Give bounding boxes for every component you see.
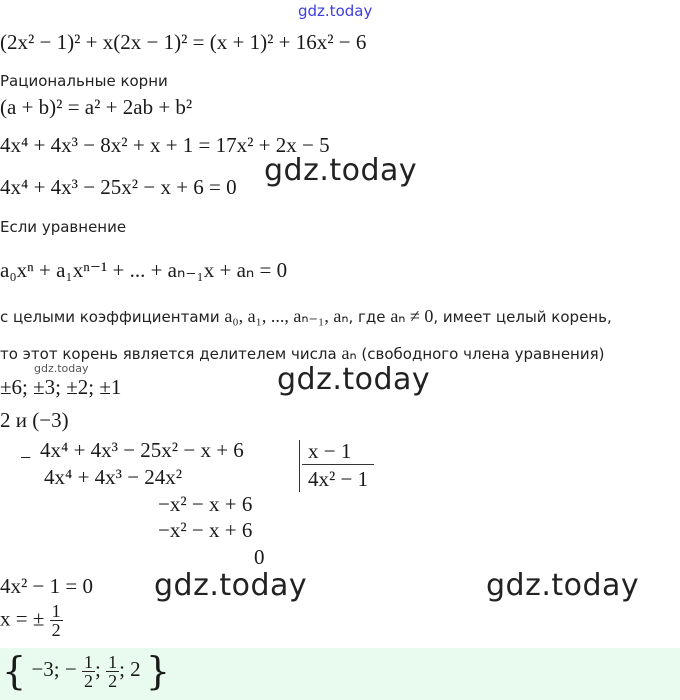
- heading-rational-roots: Рациональные корни: [0, 72, 168, 90]
- equation-general: a₀xⁿ + a₁xⁿ⁻¹ + ... + aₙ₋₁x + aₙ = 0: [0, 258, 288, 282]
- watermark-2: gdz.today: [277, 362, 431, 397]
- answer-v3-num: 1: [108, 651, 118, 672]
- an-symbol: aₙ: [341, 343, 357, 363]
- solution-x: [0, 602, 63, 639]
- answer-v2-den: 2: [83, 670, 93, 691]
- watermark-top: gdz.today: [298, 2, 373, 20]
- answer-v3-fraction: [106, 653, 119, 690]
- division-divisor: x − 1: [308, 439, 352, 463]
- answer-sep-2: ;: [119, 656, 125, 681]
- brace-close: }: [145, 649, 171, 693]
- division-bar-vertical: [299, 440, 300, 492]
- answer-v4: 2: [130, 656, 141, 681]
- division-bar-horizontal: [302, 464, 374, 465]
- text-then-root: то этот корень является делителем числа: [0, 345, 337, 363]
- equation-identity: (a + b)² = a² + 2ab + b²: [0, 95, 193, 119]
- equation-original: (2x² − 1)² + x(2x − 1)² = (x + 1)² + 16x² − 6: [0, 30, 367, 54]
- text-has-integer-root: , имеет целый корень,: [433, 308, 612, 326]
- watermark-3: gdz.today: [154, 568, 308, 603]
- answer-set: [2, 649, 170, 693]
- answer-v2-num: 1: [83, 651, 93, 672]
- division-remainder-2: 0: [254, 545, 265, 569]
- solution-x-prefix: x = ±: [0, 606, 45, 631]
- division-dividend: 4x⁴ + 4x³ − 25x² − x + 6: [40, 438, 244, 462]
- answer-v1: −3;: [31, 656, 60, 681]
- answer-v2-fraction: [82, 653, 95, 690]
- text-if-equation: Если уравнение: [0, 218, 127, 236]
- brace-open: {: [2, 649, 27, 693]
- text-with-integer-coeffs: с целыми коэффициентами: [0, 308, 220, 326]
- division-quotient: 4x² − 1: [308, 467, 369, 491]
- solution-frac-num: 1: [51, 601, 61, 621]
- text-free-term: (свободного члена уравнения): [361, 345, 605, 363]
- division-remainder-1: −x² − x + 6: [158, 492, 253, 516]
- roots-found: 2 и (−3): [0, 408, 69, 432]
- division-subtract-2: −x² − x + 6: [158, 518, 253, 542]
- watermark-small: gdz.today: [34, 362, 89, 375]
- an-neq-zero: aₙ ≠ 0: [390, 306, 434, 326]
- division-minus: −: [20, 447, 32, 469]
- theorem-line-1: [0, 306, 612, 327]
- text-where: , где: [348, 308, 386, 326]
- division-subtract-1: 4x⁴ + 4x³ − 24x²: [44, 465, 183, 489]
- divisors: ±6; ±3; ±2; ±1: [0, 375, 122, 399]
- solution-fraction: [50, 602, 63, 639]
- solution-frac-den: 2: [51, 620, 61, 640]
- equation-simplified: 4x⁴ + 4x³ − 25x² − x + 6 = 0: [0, 175, 237, 199]
- coeff-list: a₀, a₁, ..., aₙ₋₁, aₙ: [224, 306, 349, 326]
- equation-quadratic: 4x² − 1 = 0: [0, 574, 93, 598]
- answer-v3-den: 2: [108, 670, 118, 691]
- answer-v2-sign: −: [64, 656, 77, 681]
- theorem-line-2: [0, 343, 604, 364]
- answer-sep-1: ;: [94, 656, 101, 681]
- watermark-4: gdz.today: [486, 568, 640, 603]
- equation-expanded: 4x⁴ + 4x³ − 8x² + x + 1 = 17x² + 2x − 5: [0, 133, 330, 157]
- watermark-1: gdz.today: [264, 153, 418, 188]
